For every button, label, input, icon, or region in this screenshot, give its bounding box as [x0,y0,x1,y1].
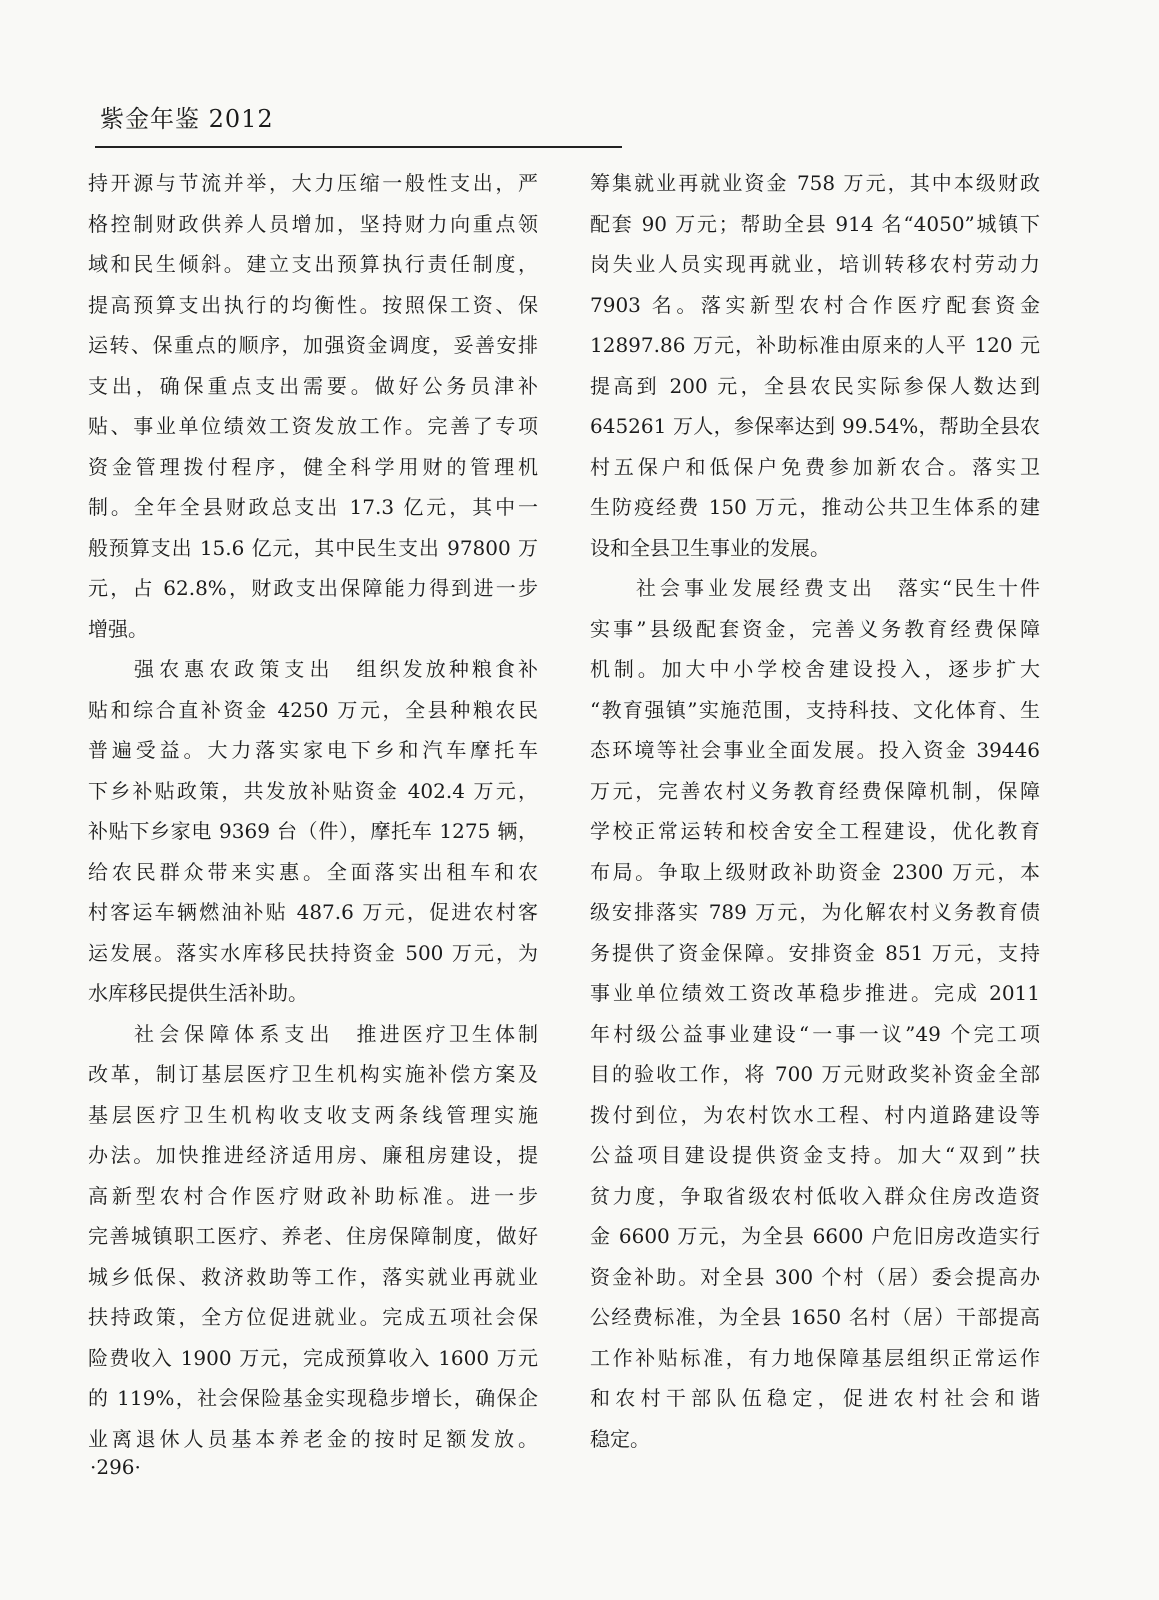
text-line: 贴、事业单位绩效工资发放工作。完善了专项 [88,414,538,438]
text-line: 布局。争取上级财政补助资金 2300 万元，本 [590,859,1040,884]
text-line: 和农村干部队伍稳定，促进农村社会和谐 [590,1386,1040,1410]
text-line: 资金补助。对全县 300 个村（居）委会提高办 [590,1264,1040,1289]
text-line: 配套 90 万元；帮助全县 914 名“4050”城镇下 [590,211,1040,236]
left-column [88,163,538,1459]
text-line [590,568,1040,609]
text-line: 金 6600 万元，为全县 6600 户危旧房改造实行 [590,1224,1040,1248]
text-line: 基层医疗卫生机构收支收支两条线管理实施 [88,1102,538,1127]
text-line: 支出，确保重点支出需要。做好公务员津补 [88,373,538,398]
paragraph [88,649,538,1014]
right-column [590,163,1040,1459]
paragraph [590,568,1040,1459]
text-line: 年村级公益事业建设“一事一议”49 个完工项 [590,1021,1040,1046]
text-line: 公益项目建设提供资金支持。加大“双到”扶 [590,1143,1040,1167]
text-line: 办法。加快推进经济适用房、廉租房建设，提 [88,1143,538,1167]
text-line: 学校正常运转和校舍安全工程建设，优化教育 [590,819,1040,843]
text-line: 村五保户和低保户免费参加新农合。落实卫 [590,454,1040,479]
text-line: 扶持政策，全方位促进就业。完成五项社会保 [88,1305,538,1329]
header-rule [95,146,622,148]
text-line: 的 119%，社会保险基金实现稳步增长，确保企 [88,1386,538,1410]
text-line: 资金管理拨付程序，健全科学用财的管理机 [88,454,538,479]
text-line: 务提供了资金保障。安排资金 851 万元，支持 [590,940,1040,965]
paragraph [88,1014,538,1460]
text-line: 普遍受益。大力落实家电下乡和汽车摩托车 [88,738,538,762]
line-text: 推进医疗卫生体制 [356,1021,538,1046]
section-heading: 社会保障体系支出 [134,1021,335,1046]
text-line: 岗失业人员实现再就业，培训转移农村劳动力 [590,252,1040,276]
text-line: 提高到 200 元，全县农民实际参保人数达到 [590,373,1040,398]
text-line [88,1014,538,1055]
text-line: 筹集就业再就业资金 758 万元，其中本级财政 [590,171,1040,195]
text-line: 目的验收工作，将 700 万元财政奖补资金全部 [590,1062,1040,1086]
text-line: 运转、保重点的顺序，加强资金调度，妥善安排 [88,333,538,357]
text-line: 补贴下乡家电 9369 台（件），摩托车 1275 辆， [88,819,538,843]
text-line: 公经费标准，为全县 1650 名村（居）干部提高 [590,1305,1040,1329]
text-line: 工作补贴标准，有力地保障基层组织正常运作 [590,1345,1040,1370]
text-line: 给农民群众带来实惠。全面落实出租车和农 [88,859,538,884]
running-header: 紫金年鉴 2012 [100,105,274,133]
text-line: 稳定。 [590,1426,650,1451]
text-line: 改革，制订基层医疗卫生机构实施补偿方案及 [88,1062,538,1086]
text-line: 实事”县级配套资金，完善义务教育经费保障 [590,616,1040,641]
text-line: 业离退休人员基本养老金的按时足额发放。 [88,1426,538,1451]
text-line: 村客运车辆燃油补贴 487.6 万元，促进农村客 [88,900,538,924]
line-text: 落实“民生十件 [897,576,1040,600]
text-line: 完善城镇职工医疗、养老、住房保障制度，做好 [88,1224,538,1248]
text-line: 持开源与节流并举，大力压缩一般性支出，严 [88,171,538,195]
text-line: 元，占 62.8%，财政支出保障能力得到进一步 [88,576,538,600]
text-line: 般预算支出 15.6 亿元，其中民生支出 97800 万 [88,535,538,560]
text-line: 高新型农村合作医疗财政补助标准。进一步 [88,1183,538,1208]
text-line: 制。全年全县财政总支出 17.3 亿元，其中一 [88,495,538,519]
text-line: 水库移民提供生活补助。 [88,981,308,1005]
section-heading: 强农惠农政策支出 [134,657,335,681]
text-line: 事业单位绩效工资改革稳步推进。完成 2011 [590,981,1040,1005]
page-number: ·296· [90,1455,141,1479]
text-line: 增强。 [88,616,148,641]
paragraph [590,163,1040,568]
text-line: 万元，完善农村义务教育经费保障机制，保障 [590,778,1040,803]
text-line: 城乡低保、救济救助等工作，落实就业再就业 [88,1264,538,1289]
line-text: 组织发放种粮食补 [356,657,538,681]
text-line: 下乡补贴政策，共发放补贴资金 402.4 万元， [88,778,538,803]
text-line: 险费收入 1900 万元，完成预算收入 1600 万元 [88,1345,538,1370]
text-line: 态环境等社会事业全面发展。投入资金 39446 [590,738,1040,762]
text-line: 机制。加大中小学校舍建设投入，逐步扩大 [590,657,1040,681]
text-line: 拨付到位，为农村饮水工程、村内道路建设等 [590,1102,1040,1127]
text-line: 级安排落实 789 万元，为化解农村义务教育债 [590,900,1040,924]
text-line: 贴和综合直补资金 4250 万元，全县种粮农民 [88,697,538,722]
text-line: 7903 名。落实新型农村合作医疗配套资金 [590,292,1040,317]
text-line: 运发展。落实水库移民扶持资金 500 万元，为 [88,940,538,965]
section-heading: 社会事业发展经费支出 [636,576,876,600]
text-line: “教育强镇”实施范围，支持科技、文化体育、生 [590,697,1040,722]
text-line: 设和全县卫生事业的发展。 [590,535,830,560]
text-line: 贫力度，争取省级农村低收入群众住房改造资 [590,1183,1040,1208]
text-line: 12897.86 万元，补助标准由原来的人平 120 元 [590,333,1040,357]
text-line: 645261 万人，参保率达到 99.54%，帮助全县农 [590,414,1040,438]
paragraph [88,163,538,649]
text-line: 生防疫经费 150 万元，推动公共卫生体系的建 [590,495,1040,519]
text-line: 域和民生倾斜。建立支出预算执行责任制度， [88,252,538,276]
text-line: 格控制财政供养人员增加，坚持财力向重点领 [88,211,538,236]
text-line: 提高预算支出执行的均衡性。按照保工资、保 [88,292,538,317]
text-line [88,649,538,690]
